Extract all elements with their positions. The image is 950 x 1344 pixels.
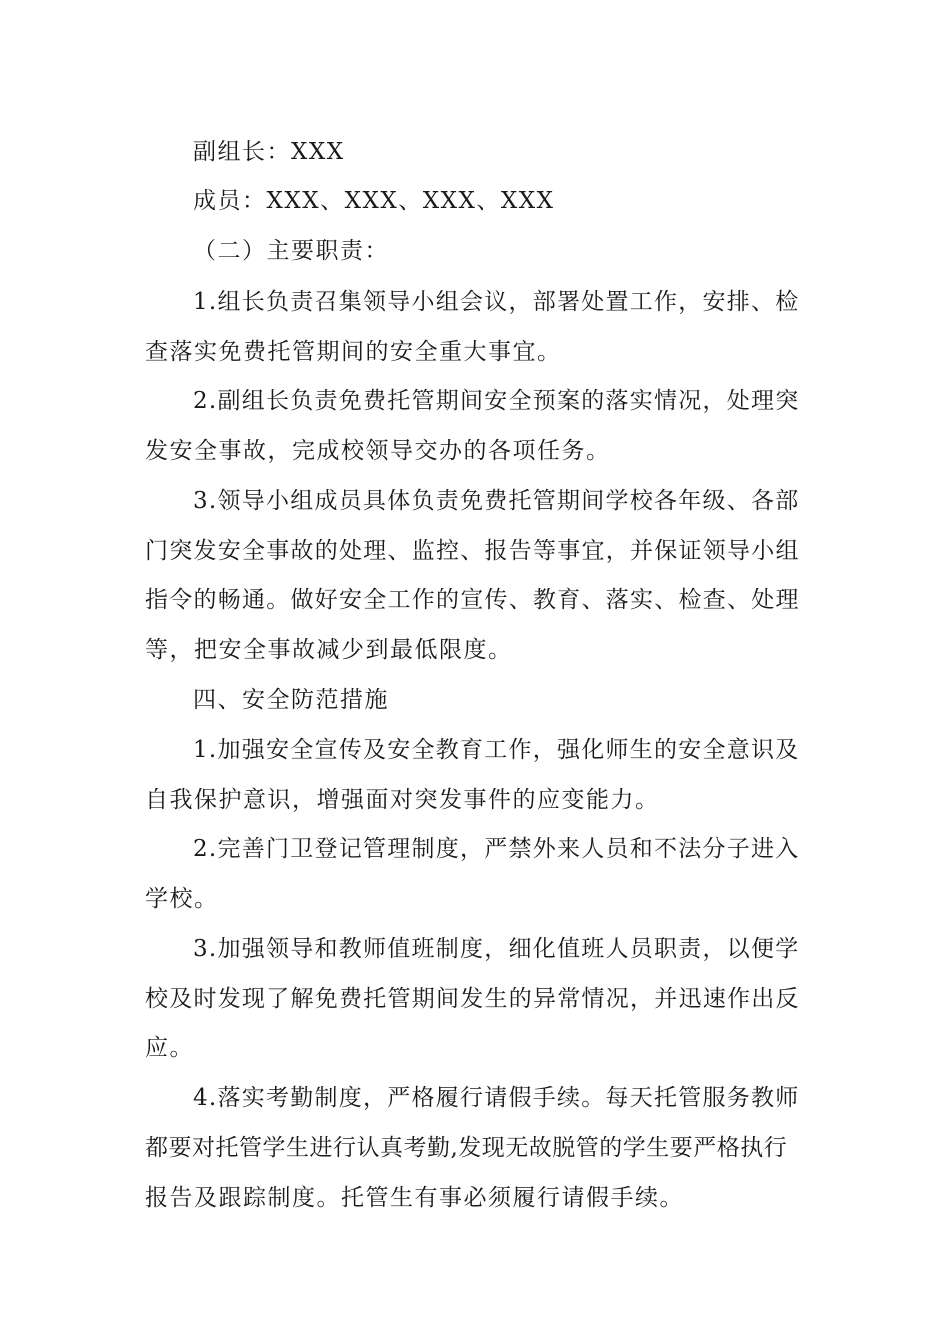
paragraph-line: 门突发安全事故的处理、监控、报告等事宜，并保证领导小组: [145, 538, 800, 564]
paragraph-line: 查落实免费托管期间的安全重大事宜。: [145, 339, 562, 365]
paragraph-line: 4.落实考勤制度，严格履行请假手续。每天托管服务教师: [193, 1085, 800, 1111]
section-heading: （二）主要职责：: [193, 238, 389, 264]
paragraph-line: 1.组长负责召集领导小组会议，部署处置工作，安排、检: [193, 289, 800, 315]
paragraph-line: 校及时发现了解免费托管期间发生的异常情况，并迅速作出反: [145, 986, 800, 1012]
paragraph-line: 3.领导小组成员具体负责免费托管期间学校各年级、各部: [193, 488, 800, 514]
paragraph-line: 应。: [145, 1035, 194, 1061]
paragraph-line: 都要对托管学生进行认真考勤,发现无故脱管的学生要严格执行: [145, 1135, 788, 1161]
section-heading: 四、安全防范措施: [193, 687, 389, 713]
paragraph-line: 自我保护意识，增强面对突发事件的应变能力。: [145, 787, 660, 813]
deputy-leader-line: 副组长：XXX: [193, 139, 345, 165]
paragraph-line: 1.加强安全宣传及安全教育工作，强化师生的安全意识及: [193, 737, 800, 763]
paragraph-line: 报告及跟踪制度。托管生有事必须履行请假手续。: [145, 1185, 684, 1211]
paragraph-line: 指令的畅通。做好安全工作的宣传、教育、落实、检查、处理: [145, 587, 800, 613]
paragraph-line: 2.完善门卫登记管理制度，严禁外来人员和不法分子进入: [193, 836, 800, 862]
paragraph-line: 发安全事故，完成校领导交办的各项任务。: [145, 438, 611, 464]
members-line: 成员：XXX、XXX、XXX、XXX: [193, 188, 555, 214]
paragraph-line: 学校。: [145, 886, 219, 912]
paragraph-line: 等，把安全事故减少到最低限度。: [145, 637, 513, 663]
paragraph-line: 2.副组长负责免费托管期间安全预案的落实情况，处理突: [193, 388, 800, 414]
paragraph-line: 3.加强领导和教师值班制度，细化值班人员职责，以便学: [193, 936, 800, 962]
